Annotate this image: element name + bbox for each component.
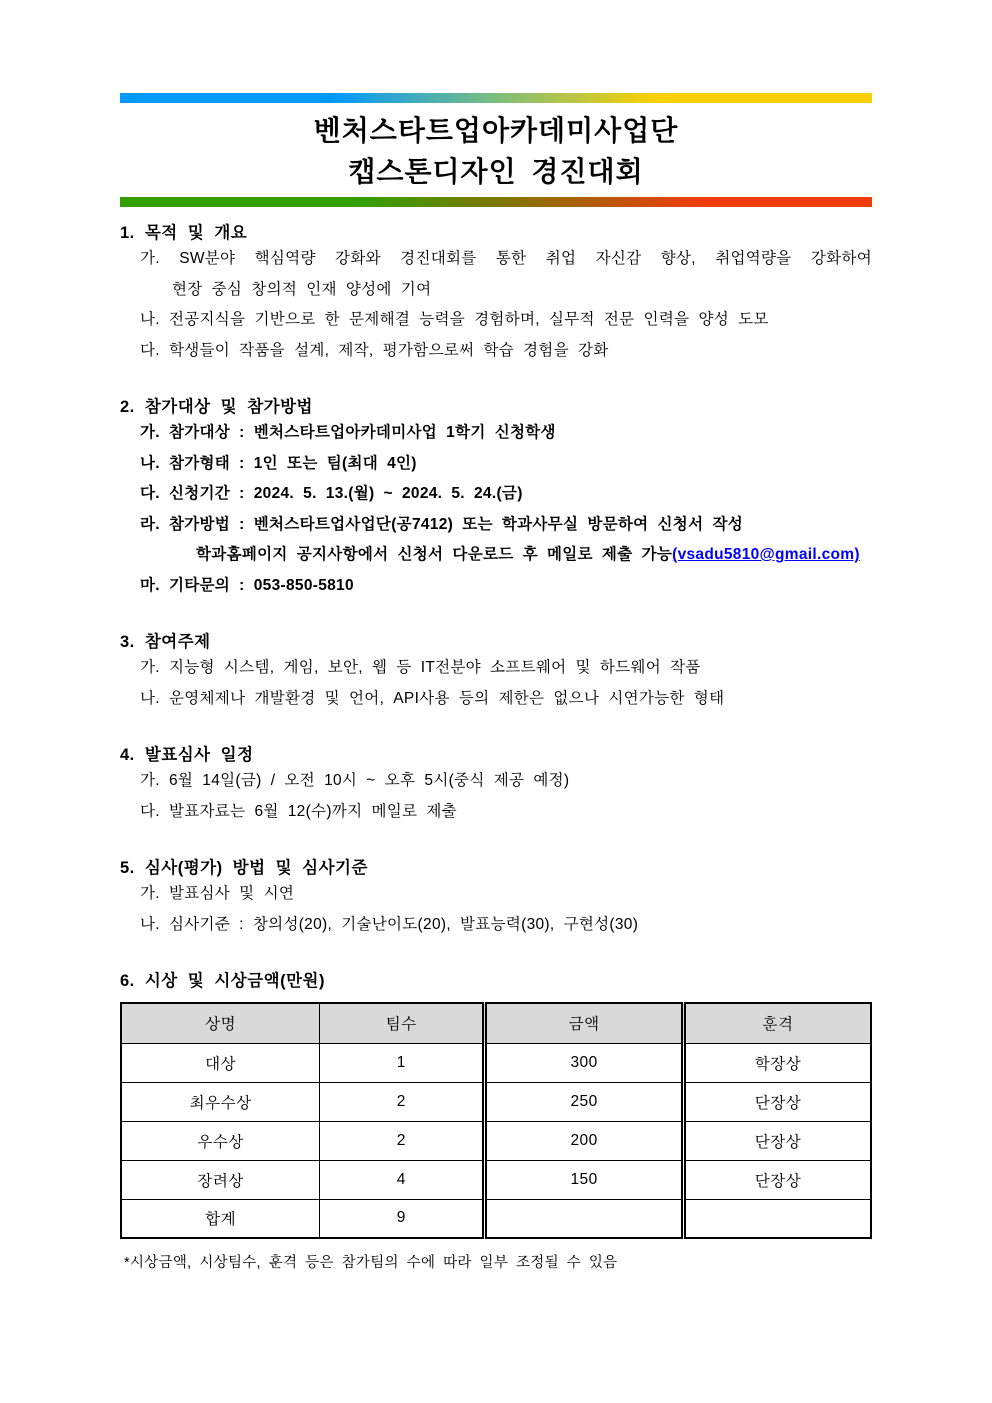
- cell-award-name: 합계: [121, 1199, 320, 1238]
- section-heading-3: 3. 참여주제: [120, 633, 211, 651]
- table-row: [121, 1160, 871, 1199]
- cell-grade: 단장상: [684, 1160, 872, 1199]
- bottom-gradient-bar: [120, 197, 872, 207]
- s2-item-ra-line1: 라. 참가방법 : 벤처스타트업사업단(공7412) 또는 학과사무실 방문하여 신청서 작성: [140, 515, 743, 533]
- section-awards: [120, 970, 872, 1273]
- section-schedule: [120, 744, 872, 827]
- section-heading-6: 6. 시상 및 시상금액(만원): [120, 972, 325, 990]
- email-link[interactable]: (vsadu5810@gmail.com): [672, 546, 860, 563]
- table-row: [121, 1043, 871, 1082]
- awards-table: [120, 1002, 872, 1239]
- awards-col-teams: 팀수: [320, 1003, 485, 1043]
- table-row: [121, 1082, 871, 1121]
- awards-col-grade: 훈격: [684, 1003, 872, 1043]
- s1-item-na: 나. 전공지식을 기반으로 한 문제해결 능력을 경험하며, 실무적 전문 인력을 양성 도모: [140, 311, 769, 328]
- cell-award-name: 우수상: [121, 1121, 320, 1160]
- cell-team-count: 4: [320, 1160, 485, 1199]
- cell-amount: 200: [485, 1121, 684, 1160]
- section-judging: [120, 857, 872, 940]
- s1-item-ga-line2: 현장 중심 창의적 인재 양성에 기여: [172, 280, 432, 298]
- awards-footnote: *시상금액, 시상팀수, 훈격 등은 참가팀의 수에 따라 일부 조정될 수 있음: [124, 1255, 618, 1271]
- s2-item-ga: 가. 참가대상 : 벤처스타트업아카데미사업 1학기 신청학생: [140, 424, 556, 441]
- section-purpose: [120, 222, 872, 366]
- s1-item-ga-line1: 가. SW분야 핵심역량 강화와 경진대회를 통한 취업 자신감 향상, 취업역량을 강화하여: [140, 250, 872, 267]
- s4-item-ga: 가. 6월 14일(금) / 오전 10시 ~ 오후 5시(중식 제공 예정): [140, 772, 570, 789]
- s5-item-na: 나. 심사기준 : 창의성(20), 기술난이도(20), 발표능력(30), 구현성(30): [140, 915, 639, 933]
- cell-award-name: 최우수상: [121, 1082, 320, 1121]
- s2-item-ra-line2: [120, 540, 872, 571]
- s2-item-ra-line2-text: 학과홈페이지 공지사항에서 신청서 다운로드 후 메일로 제출 가능: [196, 546, 673, 563]
- s3-item-na: 나. 운영체제나 개발환경 및 언어, API사용 등의 제한은 없으나 시연가능한 형태: [140, 689, 725, 707]
- cell-grade: 학장상: [684, 1043, 872, 1082]
- awards-col-name: 상명: [121, 1003, 320, 1043]
- s2-item-na: 나. 참가형태 : 1인 또는 팀(최대 4인): [140, 454, 417, 472]
- cell-amount: [485, 1199, 684, 1238]
- section-heading-2: 2. 참가대상 및 참가방법: [120, 398, 313, 416]
- s2-item-ma: 마. 기타문의 : 053-850-5810: [140, 576, 354, 594]
- section-heading-5: 5. 심사(평가) 방법 및 심사기준: [120, 859, 368, 877]
- section-heading-4: 4. 발표심사 일정: [120, 746, 254, 764]
- document-title-line1: 벤처스타트업아카데미사업단: [313, 115, 679, 146]
- s4-item-da: 다. 발표자료는 6월 12(수)까지 메일로 제출: [140, 802, 457, 820]
- cell-team-count: 9: [320, 1199, 485, 1238]
- cell-grade: 단장상: [684, 1082, 872, 1121]
- cell-team-count: 2: [320, 1121, 485, 1160]
- cell-grade: [684, 1199, 872, 1238]
- cell-grade: 단장상: [684, 1121, 872, 1160]
- section-participation: [120, 396, 872, 601]
- s3-item-ga: 가. 지능형 시스템, 게임, 보안, 웹 등 IT전분야 소프트웨어 및 하드웨어 작품: [140, 659, 701, 676]
- section-heading-1: 1. 목적 및 개요: [120, 224, 248, 242]
- top-gradient-bar: [120, 93, 872, 103]
- awards-table-header-row: [121, 1003, 871, 1043]
- document-title-line2: 캡스톤디자인 경진대회: [348, 156, 644, 187]
- cell-amount: 300: [485, 1043, 684, 1082]
- cell-award-name: 대상: [121, 1043, 320, 1082]
- table-row: [121, 1121, 871, 1160]
- s5-item-ga: 가. 발표심사 및 시연: [140, 885, 295, 902]
- cell-team-count: 1: [320, 1043, 485, 1082]
- awards-col-amount: 금액: [485, 1003, 684, 1043]
- table-row: [121, 1199, 871, 1238]
- s2-item-da: 다. 신청기간 : 2024. 5. 13.(월) ~ 2024. 5. 24.(금): [140, 485, 523, 502]
- title-block: [120, 103, 872, 197]
- cell-amount: 150: [485, 1160, 684, 1199]
- cell-team-count: 2: [320, 1082, 485, 1121]
- section-topics: [120, 631, 872, 714]
- cell-amount: 250: [485, 1082, 684, 1121]
- s1-item-da: 다. 학생들이 작품을 설계, 제작, 평가함으로써 학습 경험을 강화: [140, 341, 609, 359]
- cell-award-name: 장려상: [121, 1160, 320, 1199]
